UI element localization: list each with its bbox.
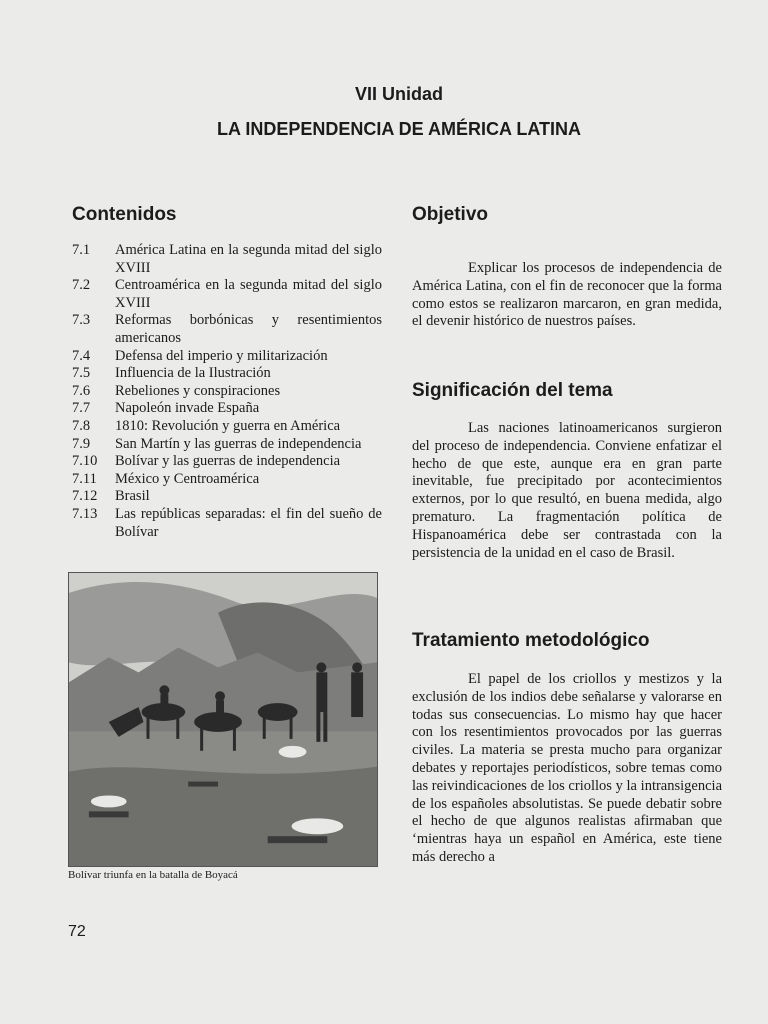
page-number: 72 — [68, 923, 86, 940]
battle-illustration — [68, 572, 378, 867]
significance-paragraph: Las naciones latinoamericanos surgieron del proceso de independencia. Conviene enfatizar el hecho de que este, aunque era en gran parte inevitable, fue precipitado por acontecimientos externos, por lo que resultó, en buena medida, algo prematuro. La fragmentación política de Hispanoamérica debe ser contrastada con la persistencia de la unidad en el caso de Brasil. — [412, 420, 722, 561]
item-number: 7.7 — [72, 400, 91, 417]
item-text: Brasil — [115, 488, 150, 505]
item-text: Las repúblicas separadas: el fin del sueño de Bolívar — [115, 505, 382, 540]
list-item — [72, 488, 382, 506]
list-item — [72, 471, 382, 489]
unit-title: VII Unidad — [354, 84, 443, 104]
item-number: 7.10 — [72, 453, 98, 470]
item-number: 7.13 — [72, 505, 98, 522]
item-text: Napoleón invade España — [115, 400, 260, 417]
list-item — [72, 506, 382, 541]
item-number: 7.4 — [72, 347, 91, 364]
list-item — [72, 312, 382, 347]
list-item — [72, 242, 382, 277]
list-item — [72, 383, 382, 401]
objective-heading: Objetivo — [412, 204, 489, 225]
list-item — [72, 348, 382, 366]
item-text: Influencia de la Ilustración — [115, 365, 271, 382]
battle-scene-image — [69, 573, 377, 866]
item-number: 7.12 — [72, 488, 98, 505]
item-text: México y Centroamérica — [115, 470, 260, 487]
item-text: Centroamérica en la segunda mitad del siglo XVIII — [115, 277, 382, 311]
item-text: Defensa del imperio y militarización — [115, 347, 328, 364]
contents-list — [72, 242, 382, 541]
list-item — [72, 436, 382, 454]
item-number: 7.8 — [72, 417, 91, 434]
item-number: 7.2 — [72, 277, 91, 294]
item-number: 7.5 — [72, 365, 91, 382]
item-number: 7.6 — [72, 382, 91, 399]
item-text: Reformas borbónicas y resentimientos americanos — [115, 312, 382, 346]
item-text: Bolívar y las guerras de independencia — [115, 453, 341, 470]
methodology-paragraph: El papel de los criollos y mestizos y la exclusión de los indios debe señalarse y valorarse en todas sus consecuencias. Lo mismo hay que hacer con los resentimientos provocados por las guerras civiles. La materia se presta mucho para organizar debates y reportajes periodísticos, sobre temas como las reivindicaciones de los criollos y la intransigencia de los españoles absolutistas. Se puede debatir sobre el hecho de que algunos realistas afirmaban que ‘mientras haya un español en América, este tiene más derecho a — [412, 671, 722, 865]
methodology-heading: Tratamiento metodológico — [412, 630, 650, 651]
item-text: San Martín y las guerras de independencia — [115, 435, 362, 452]
list-item — [72, 400, 382, 418]
list-item — [72, 453, 382, 471]
contents-heading: Contenidos — [72, 204, 177, 225]
figure-caption: Bolívar triunfa en la batalla de Boyacá — [68, 869, 238, 881]
item-number: 7.3 — [72, 312, 91, 329]
list-item — [72, 365, 382, 383]
objective-paragraph: Explicar los procesos de independencia de América Latina, con el fin de reconocer que la forma como estos se realizaron marcaron, en gran medida, el devenir histórico de nuestros países. — [412, 260, 722, 330]
item-text: América Latina en la segunda mitad del siglo XVIII — [115, 242, 382, 276]
item-number: 7.1 — [72, 242, 91, 258]
list-item — [72, 418, 382, 436]
item-text: Rebeliones y conspiraciones — [115, 382, 281, 399]
item-number: 7.9 — [72, 435, 91, 452]
chapter-title: LA INDEPENDENCIA DE AMÉRICA LATINA — [217, 119, 581, 139]
item-number: 7.11 — [72, 470, 97, 487]
significance-heading: Significación del tema — [412, 380, 613, 401]
list-item — [72, 277, 382, 312]
item-text: 1810: Revolución y guerra en América — [115, 417, 341, 434]
